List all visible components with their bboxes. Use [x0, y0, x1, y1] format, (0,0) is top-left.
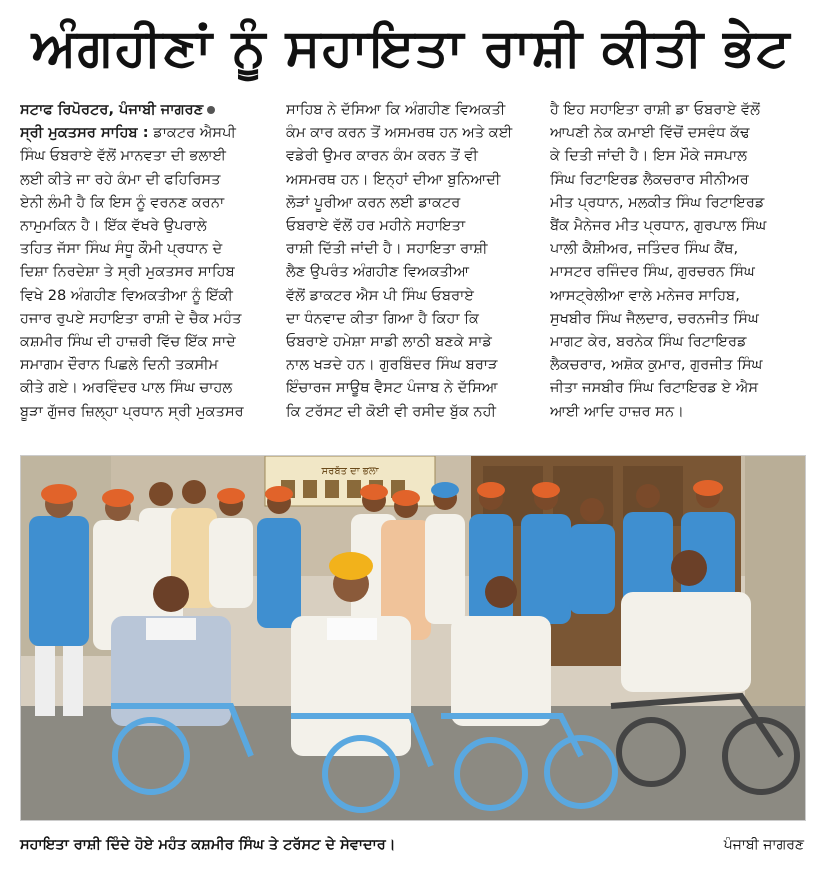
column-3	[550, 98, 802, 450]
byline-line	[20, 98, 274, 121]
article-body	[20, 98, 802, 450]
text-line: ਦਿਸ਼ਾ ਨਿਰਦੇਸ਼ਾ ਤੇ ਸ੍ਰੀ ਮੁਕਤਸਰ ਸਾਹਿਬ	[20, 263, 235, 281]
text-line: ਤਹਿਤ ਜੱਸਾ ਸਿੰਘ ਸੰਧੂ ਕੌਮੀ ਪ੍ਰਧਾਨ ਦੇ	[20, 240, 223, 258]
text-line: ਬੈਂਕ ਮੈਨੇਜਰ ਮੀਤ ਪ੍ਰਧਾਨ, ਗੁਰਪਾਲ ਸਿੰਘ	[550, 217, 767, 235]
text-line: ਮਾਸਟਰ ਰਜਿੰਦਰ ਸਿੰਘ, ਗੁਰਚਰਨ ਸਿੰਘ	[550, 263, 755, 281]
column-2	[286, 98, 538, 450]
text-line: ਨਾਮੁਮਕਿਨ ਹੈ। ਇੱਕ ਵੱਖਰੇ ਉਪਰਾਲੇ	[20, 217, 207, 235]
photo-illustration	[21, 456, 805, 820]
text-line: ਲੈਣ ਉਪਰੰਤ ਅੰਗਹੀਣ ਵਿਅਕਤੀਆ	[286, 263, 470, 281]
text-line: ਨਾਲ ਖੜਦੇ ਹਨ। ਗੁਰਬਿੰਦਰ ਸਿੰਘ ਬਰਾੜ	[286, 356, 498, 374]
text-line: ਦਾ ਧੰਨਵਾਦ ਕੀਤਾ ਗਿਆ ਹੈ ਕਿਹਾ ਕਿ	[286, 309, 479, 327]
text-line: ਕੰਮ ਕਾਰ ਕਰਨ ਤੋਂ ਅਸਮਰਥ ਹਨ ਅਤੇ ਕਈ	[286, 124, 513, 142]
text-line: ਸਮਾਗਮ ਦੌਰਾਨ ਪਿਛਲੇ ਦਿਨੀ ਤਕਸੀਮ	[20, 356, 219, 374]
column-1	[20, 98, 274, 450]
text-line: ਸਿੰਘ ਓਬਰਾਏ ਵੱਲੋਂ ਮਾਨਵਤਾ ਦੀ ਭਲਾਈ	[20, 147, 227, 165]
text-line: ਲੈਕਚਰਾਰ, ਅਸ਼ੋਕ ਕੁਮਾਰ, ਗੁਰਜੀਤ ਸਿੰਘ	[550, 356, 763, 374]
text-line: ਲਈ ਕੀਤੇ ਜਾ ਰਹੇ ਕੰਮਾ ਦੀ ਫਹਿਰਿਸਤ	[20, 170, 221, 188]
text-line: ਡਾਕਟਰ ਐਸਪੀ	[153, 124, 236, 142]
text-line: ਓਬਰਾਏ ਹਮੇਸ਼ਾ ਸਾਡੀ ਲਾਠੀ ਬਣਕੇ ਸਾਡੇ	[286, 333, 492, 351]
text-line: ਕੀਤੇ ਗਏ। ਅਰਵਿੰਦਰ ਪਾਲ ਸਿੰਘ ਚਾਹਲ	[20, 379, 233, 397]
text-line: ਲੋੜਾਂ ਪੂਰੀਆ ਕਰਨ ਲਈ ਡਾਕਟਰ	[286, 193, 461, 211]
text-line: ਕਸ਼ਮੀਰ ਸਿੰਘ ਦੀ ਹਾਜ਼ਰੀ ਵਿੱਚ ਇੱਕ ਸਾਦੇ	[20, 333, 236, 351]
text-line: ਏਨੀ ਲੰਮੀ ਹੈ ਕਿ ਇਸ ਨੂੰ ਵਰਨਣ ਕਰਨਾ	[20, 193, 225, 211]
text-line: ਹੈ ਇਹ ਸਹਾਇਤਾ ਰਾਸ਼ੀ ਡਾ ਓਬਰਾਏ ਵੱਲੋਂ	[550, 101, 760, 118]
text-line: ਕੇ ਦਿਤੀ ਜਾਂਦੀ ਹੈ। ਇਸ ਮੌਕੇ ਜਸਪਾਲ	[550, 147, 748, 165]
bullet-dot-icon	[207, 106, 215, 114]
text-line: ਵਡੇਰੀ ਉਮਰ ਕਾਰਨ ਕੰਮ ਕਰਨ ਤੋਂ ਵੀ	[286, 147, 478, 165]
text-line: ਬੂੜਾ ਗੁੱਜਰ ਜ਼ਿਲ੍ਹਾ ਪ੍ਰਧਾਨ ਸ੍ਰੀ ਮੁਕਤਸਰ	[20, 402, 244, 420]
text-line: ਜੀਤਾ ਜਸਬੀਰ ਸਿੰਘ ਰਿਟਾਇਰਡ ਏ ਐਸ	[550, 379, 759, 397]
banner-text: ਸਰਬੱਤ ਦਾ ਭਲਾ	[321, 466, 379, 477]
text-line: ਕਿ ਟਰੱਸਟ ਦੀ ਕੋਈ ਵੀ ਰਸੀਦ ਬੁੱਕ ਨਹੀ	[286, 402, 497, 420]
dateline-line	[20, 121, 274, 144]
dateline: ਸ੍ਰੀ ਮੁਕਤਸਰ ਸਾਹਿਬ :	[20, 124, 149, 142]
photo-caption: ਸਹਾਇਤਾ ਰਾਸ਼ੀ ਦਿੰਦੇ ਹੋਏ ਮਹੰਤ ਕਸ਼ਮੀਰ ਸਿੰਘ ਤੇ ਟਰੱਸਟ ਦੇ ਸੇਵਾਦਾਰ।	[20, 837, 396, 853]
text-line: ਹਜਾਰ ਰੁਪਏ ਸਹਾਇਤਾ ਰਾਸ਼ੀ ਦੇ ਚੈਕ ਮਹੰਤ	[20, 309, 242, 327]
text-line: ਆਪਣੀ ਨੇਕ ਕਮਾਈ ਵਿੱਚੋਂ ਦਸਵੰਧ ਕੱਢ	[550, 124, 750, 142]
text-line: ਵਿਖੇ 28 ਅੰਗਹੀਣ ਵਿਅਕਤੀਆ ਨੂੰ ਇੱਕੀ	[20, 286, 233, 304]
text-line: ਮੀਤ ਪ੍ਰਧਾਨ, ਮਲਕੀਤ ਸਿੰਘ ਰਿਟਾਇਰਡ	[550, 193, 765, 211]
text-line: ਸਾਹਿਬ ਨੇ ਦੱਸਿਆ ਕਿ ਅੰਗਹੀਣ ਵਿਅਕਤੀ	[286, 101, 506, 118]
news-photo	[20, 455, 806, 821]
photo-credit: ਪੰਜਾਬੀ ਜਾਗਰਣ	[723, 837, 804, 853]
text-line: ਆਸਟ੍ਰੇਲੀਆ ਵਾਲੇ ਮਨੇਜਰ ਸਾਹਿਬ,	[550, 286, 740, 304]
text-line: ਇੰਚਾਰਜ ਸਾਊਥ ਵੈਸਟ ਪੰਜਾਬ ਨੇ ਦੱਸਿਆ	[286, 379, 498, 397]
text-line: ਸਿੰਘ ਰਿਟਾਇਰਡ ਲੈਕਚਰਾਰ ਸੀਨੀਅਰ	[550, 170, 749, 188]
headline: ਅੰਗਹੀਣਾਂ ਨੂੰ ਸਹਾਇਤਾ ਰਾਸ਼ੀ ਕੀਤੀ ਭੇਟ	[31, 17, 791, 78]
byline: ਸਟਾਫ ਰਿਪੋਰਟਰ, ਪੰਜਾਬੀ ਜਾਗਰਣ	[20, 101, 204, 118]
text-line: ਆਈ ਆਦਿ ਹਾਜ਼ਰ ਸਨ।	[550, 402, 684, 420]
text-line: ਮਾਗਟ ਕੇਰ, ਬਰਨੇਕ ਸਿੰਘ ਰਿਟਾਇਰਡ	[550, 333, 747, 351]
text-line: ਅਸਮਰਥ ਹਨ। ਇਨ੍ਹਾਂ ਦੀਆ ਬੁਨਿਆਦੀ	[286, 170, 501, 188]
text-line: ਪਾਲੀ ਕੈਸ਼ੀਅਰ, ਜਤਿੰਦਰ ਸਿੰਘ ਕੈਂਥ,	[550, 240, 739, 258]
text-line: ਓਬਰਾਏ ਵੱਲੋਂ ਹਰ ਮਹੀਨੇ ਸਹਾਇਤਾ	[286, 217, 466, 235]
text-line: ਵੱਲੋਂ ਡਾਕਟਰ ਐਸ ਪੀ ਸਿੰਘ ਓਬਰਾਏ	[286, 286, 475, 304]
text-line: ਸੁਖਬੀਰ ਸਿੰਘ ਜੈਲਦਾਰ, ਚਰਨਜੀਤ ਸਿੰਘ	[550, 309, 759, 327]
text-line: ਰਾਸ਼ੀ ਦਿੱਤੀ ਜਾਂਦੀ ਹੈ। ਸਹਾਇਤਾ ਰਾਸ਼ੀ	[286, 240, 488, 258]
